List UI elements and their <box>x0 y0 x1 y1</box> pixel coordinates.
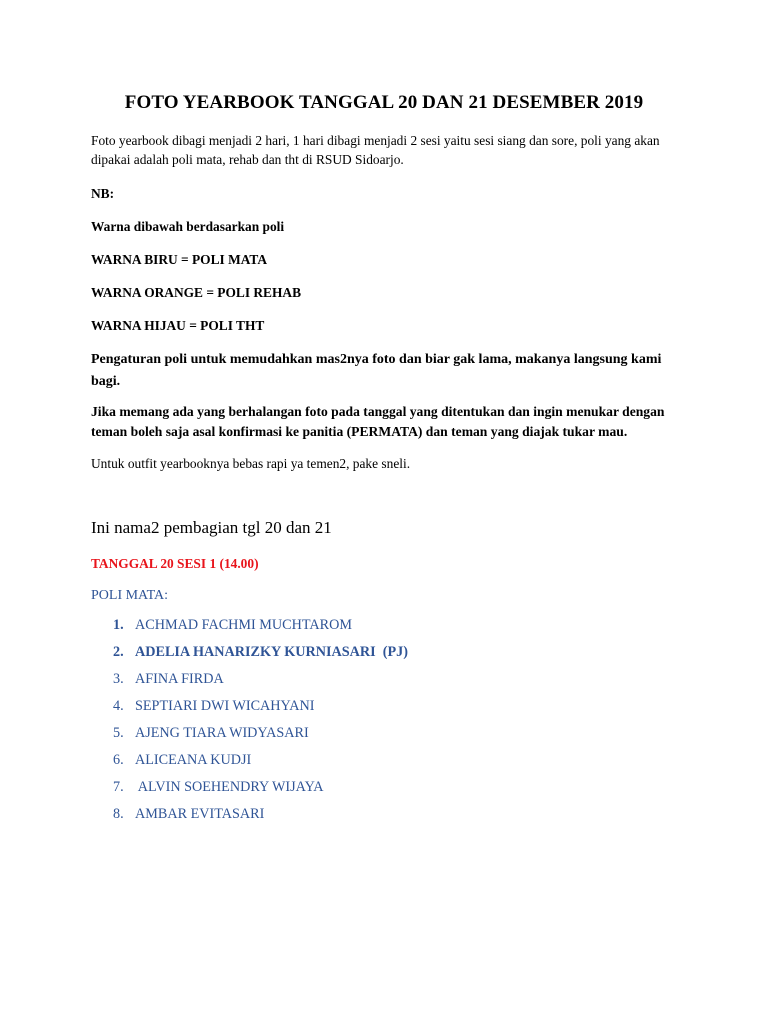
list-item-number: 6. <box>113 752 124 768</box>
list-item-name: ADELIA HANARIZKY KURNIASARI (PJ) <box>135 644 408 660</box>
list-item-name: ALICEANA KUDJI <box>135 752 252 768</box>
list-item-number: 7. <box>113 779 124 795</box>
list-item-number: 5. <box>113 725 124 741</box>
list-item-name: SEPTIARI DWI WICAHYANI <box>135 698 315 714</box>
session-label: TANGGAL 20 SESI 1 (14.00) <box>91 556 259 571</box>
list-item-number: 2. <box>113 644 124 660</box>
intro-paragraph: Foto yearbook dibagi menjadi 2 hari, 1 hari dibagi menjadi 2 sesi yaitu sesi siang dan sore, poli yang akan dipakai adalah poli mata, rehab dan tht di RSUD Sidoarjo. <box>91 133 660 167</box>
nb-label: NB: <box>91 186 115 201</box>
page-title: FOTO YEARBOOK TANGGAL 20 DAN 21 DESEMBER 2019 <box>124 92 644 113</box>
list-item-number: 1. <box>113 617 124 633</box>
list-item-name: ACHMAD FACHMI MUCHTAROM <box>135 617 352 633</box>
exchange-note: Jika memang ada yang berhalangan foto pada tanggal yang ditentukan dan ingin menukar dengan teman boleh saja asal konfirmasi ke panitia (PERMATA) dan teman yang diajak tukar mau. <box>91 404 665 439</box>
color-blue-line: WARNA BIRU = POLI MATA <box>91 252 268 267</box>
list-item-number: 4. <box>113 698 124 714</box>
arrangement-note: Pengaturan poli untuk memudahkan mas2nya foto dan biar gak lama, makanya langsung kami bagi. <box>91 352 662 389</box>
list-item-name: AJENG TIARA WIDYASARI <box>135 725 309 741</box>
division-heading: Ini nama2 pembagian tgl 20 dan 21 <box>91 518 332 537</box>
list-item-number: 3. <box>113 671 124 687</box>
list-item-name: AMBAR EVITASARI <box>135 806 265 822</box>
color-orange-line: WARNA ORANGE = POLI REHAB <box>91 285 301 300</box>
poli-label: POLI MATA: <box>91 588 169 603</box>
outfit-note: Untuk outfit yearbooknya bebas rapi ya temen2, pake sneli. <box>91 456 411 471</box>
color-note: Warna dibawah berdasarkan poli <box>91 219 285 234</box>
color-green-line: WARNA HIJAU = POLI THT <box>91 318 265 333</box>
list-item-name: ALVIN SOEHENDRY WIJAYA <box>135 779 324 795</box>
list-item-number: 8. <box>113 806 124 822</box>
list-item-name: AFINA FIRDA <box>135 671 224 687</box>
